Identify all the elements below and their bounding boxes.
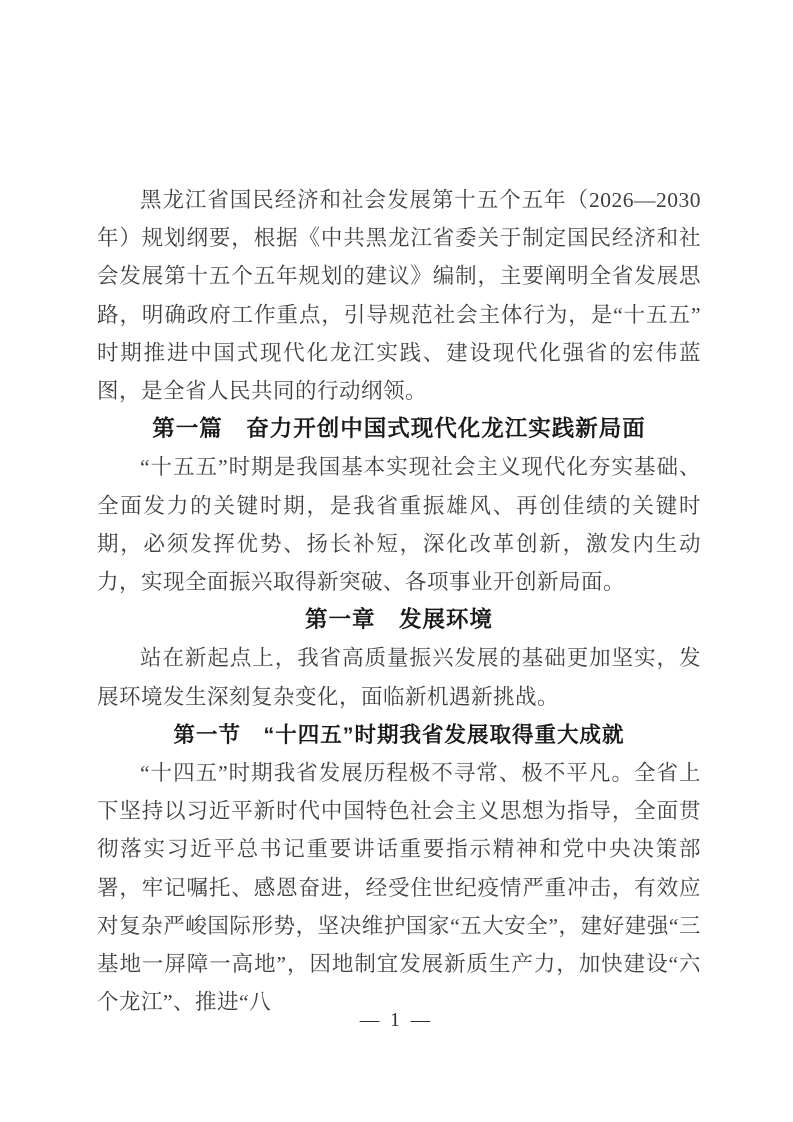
chapter-heading: 第一章 发展环境 (304, 607, 493, 633)
part-heading: 第一篇 奋力开创中国式现代化龙江实践新局面 (152, 416, 646, 442)
section-paragraph: “十四五”时期我省发展历程极不寻常、极不平凡。全省上下坚持以习近平新时代中国特色社会主义思想为指导，全面贯彻落实习近平总书记重要讲话重要指示精神和党中央决策部署，牢记嘱托、感恩奋进，经受住世纪疫情严重冲击，有效应对复杂严峻国际形势，坚决维护国家“五大安全”，建好建强“三基地一屏障一高地”，因地制宜发展新质生产力，加快建设“六个龙江”、推进“八 (97, 761, 701, 1015)
part-paragraph: “十五五”时期是我国基本实现社会主义现代化夯实基础、全面发力的关键时期，是我省重振雄风、再创佳绩的关键时期，必须发挥优势、扬长补短，深化改革创新，激发内生动力，实现全面振兴取得新突破、各项事业开创新局面。 (97, 455, 701, 595)
document-body (97, 181, 701, 1021)
intro-paragraph: 黑龙江省国民经济和社会发展第十五个五年（2026—2030年）规划纲要，根据《中共黑龙江省委关于制定国民经济和社会发展第十五个五年规划的建议》编制，主要阐明全省发展思路，明确政府工作重点，引导规范社会主体行为，是“十五五”时期推进中国式现代化龙江实践、建设现代化强省的宏伟蓝图，是全省人民共同的行动纲领。 (97, 188, 701, 404)
page-number: — 1 — (359, 1010, 434, 1031)
chapter-paragraph: 站在新起点上，我省高质量振兴发展的基础更加坚实，发展环境发生深刻复杂变化，面临新机遇新挑战。 (97, 646, 701, 709)
section-heading: 第一节 “十四五”时期我省发展取得重大成就 (173, 722, 625, 747)
